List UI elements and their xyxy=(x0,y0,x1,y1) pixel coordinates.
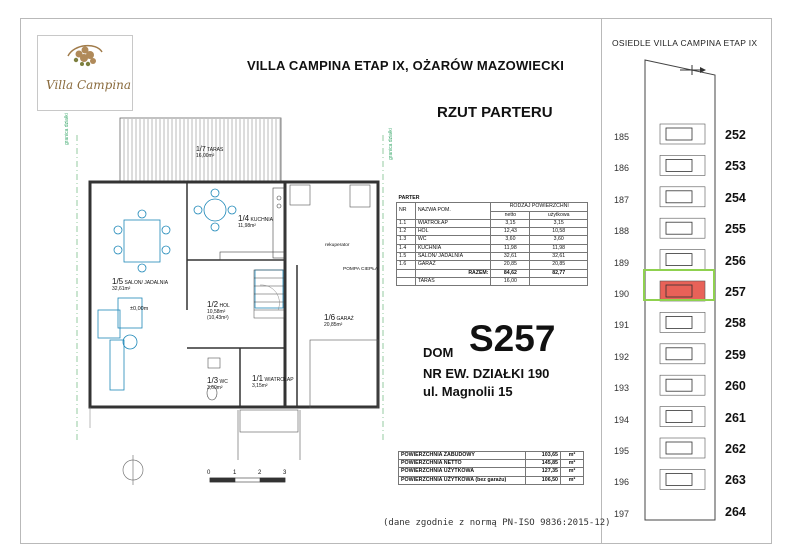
scale-2: 2 xyxy=(258,470,262,476)
table-row: 1.5 SALON/ JADALNIA 32,61 32,61 xyxy=(397,253,588,261)
room-label-wc: 1/3 WC 3,60m² xyxy=(207,376,228,391)
room-label-taras: 1/7 TARAS 16,00m² xyxy=(196,146,224,159)
plot-number-label: 189 xyxy=(614,257,630,268)
table-taras-row: TARAS 16,00 xyxy=(397,277,588,285)
villa-campina-logo xyxy=(37,35,133,111)
table-row: 1.6 GARAŻ 20,85 20,85 xyxy=(397,261,588,269)
street-address: ul. Magnolii 15 xyxy=(423,384,513,399)
plot-number-label: 188 xyxy=(614,226,630,237)
house-number-label: 261 xyxy=(725,410,746,425)
site-building xyxy=(666,411,692,423)
table-row: 1.2 HOL 12,43 10,58 xyxy=(397,228,588,236)
house-number-label: 253 xyxy=(725,159,746,174)
summary-table xyxy=(398,451,584,485)
logo-text: Villa Campina xyxy=(46,78,132,92)
table-row: 1.1 WIATROŁAP 3,15 3,15 xyxy=(397,219,588,227)
plot-number-label: 193 xyxy=(614,383,630,394)
site-building xyxy=(666,254,692,266)
room-label-kuchnia: 1/4 KUCHNIA 11,98m² xyxy=(238,214,274,229)
site-lot xyxy=(660,344,705,364)
site-building xyxy=(666,191,692,203)
highlight-box xyxy=(643,269,715,301)
plot-number-label: 191 xyxy=(614,320,630,331)
house-number-label: 263 xyxy=(725,473,746,488)
house-number-label: 259 xyxy=(725,347,746,362)
site-lot xyxy=(660,250,705,270)
plot-number-label: 187 xyxy=(614,194,630,205)
house-number-label: 252 xyxy=(725,128,746,142)
plot-number-label: 194 xyxy=(614,414,630,425)
scale-0: 0 xyxy=(207,470,211,476)
site-lot xyxy=(660,187,705,207)
site-lot xyxy=(660,469,705,489)
header-type: RODZAJ POWIERZCHNI xyxy=(491,203,588,211)
table-row: POWIERZCHNIA ZABUDOWY 103,65 m² xyxy=(399,452,584,460)
site-building xyxy=(666,316,692,328)
header-name: NAZWA POM. xyxy=(415,203,491,220)
site-lot xyxy=(660,407,705,427)
room-label-wiatrolap: 1/1 WIATROŁAP 3,15m² xyxy=(252,374,294,389)
site-title: OSIEDLE VILLA CAMPINA ETAP IX xyxy=(612,38,758,48)
boundary-right-label: granica działki xyxy=(388,128,394,160)
level-mark: ±0,00m xyxy=(130,306,149,312)
plot-number-label: 186 xyxy=(614,163,630,174)
site-building xyxy=(666,222,692,234)
table-row: POWIERZCHNIA UŻYTKOWA 127,35 m² xyxy=(399,468,584,476)
parter-table-title: PARTER xyxy=(398,195,420,201)
site-lot xyxy=(660,155,705,175)
house-number-label: 254 xyxy=(725,190,746,205)
site-building xyxy=(666,379,692,391)
parter-table xyxy=(396,195,588,286)
table-total-row: RAZEM: 84,62 82,77 xyxy=(397,269,588,277)
room-label-hol: 1/2 HOL 10,58m² (10,43m²) xyxy=(207,300,230,321)
site-building xyxy=(666,159,692,171)
site-lot xyxy=(660,124,705,144)
scale-1: 1 xyxy=(233,470,237,476)
plot-number-label: 190 xyxy=(614,289,630,299)
site-lot xyxy=(660,438,705,458)
scale-3: 3 xyxy=(283,470,287,476)
dom-label: DOM xyxy=(423,345,454,360)
site-lot xyxy=(660,218,705,238)
heat-pump-label: POMPA CIEPŁA xyxy=(343,267,379,272)
site-building xyxy=(666,128,692,140)
table-row: 1.4 KUCHNIA 11,98 11,98 xyxy=(397,244,588,252)
page-subtitle: RZUT PARTERU xyxy=(437,104,553,121)
plot-number: NR EW. DZIAŁKI 190 xyxy=(423,366,550,381)
house-number-label: 258 xyxy=(725,316,746,331)
house-number-label: 262 xyxy=(725,442,746,456)
header-uzytkowa: użytkowa xyxy=(530,211,588,219)
house-number-label: 260 xyxy=(725,379,746,394)
site-lot xyxy=(660,375,705,395)
plot-number-label: 195 xyxy=(614,446,630,456)
boundary-left-label: granica działki xyxy=(64,113,70,145)
header-nr: NR xyxy=(397,203,416,220)
site-building xyxy=(666,442,692,454)
rekuperator-label: rekuperator xyxy=(325,243,350,248)
norm-note: (dane zgodnie z normą PN-ISO 9836:2015-12) xyxy=(383,518,611,528)
room-label-garaz: 1/6 GARAŻ 20,85m² xyxy=(324,313,354,328)
site-lot xyxy=(660,312,705,332)
plot-number-label: 197 xyxy=(614,508,630,519)
room-label-salon: 1/5 SALON/ JADALNIA 32,61m² xyxy=(112,277,169,292)
house-number-label: 255 xyxy=(725,222,746,237)
table-row: POWIERZCHNIA UŻYTKOWA (bez garażu) 106,50 m² xyxy=(399,476,584,484)
site-building xyxy=(666,348,692,360)
plot-number-label: 196 xyxy=(614,477,630,488)
header-netto: netto xyxy=(491,211,530,219)
site-building xyxy=(666,473,692,485)
house-number-label: 264 xyxy=(725,504,746,519)
page-title: VILLA CAMPINA ETAP IX, OŻARÓW MAZOWIECKI xyxy=(247,58,565,73)
house-number-label: 257 xyxy=(725,285,746,299)
house-number: S257 xyxy=(469,318,556,359)
table-row: POWIERZCHNIA NETTO 145,85 m² xyxy=(399,460,584,468)
plot-number-label: 192 xyxy=(614,351,630,362)
table-row: 1.3 WC 3,60 3,60 xyxy=(397,236,588,244)
plot-number-label: 185 xyxy=(614,132,630,142)
house-number-label: 256 xyxy=(725,253,746,268)
